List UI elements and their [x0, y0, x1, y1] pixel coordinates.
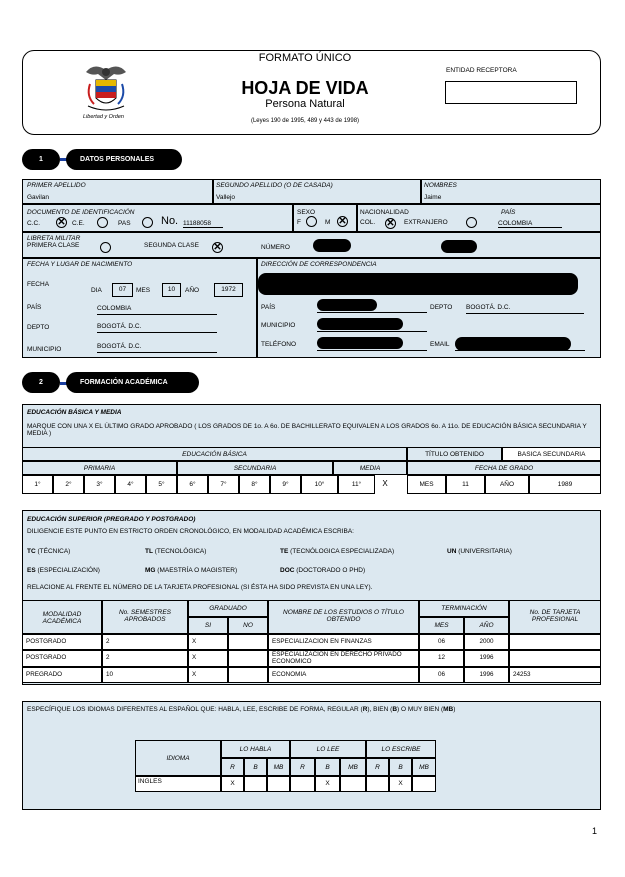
addr-country-field[interactable]: [317, 312, 427, 313]
sex-m-radio[interactable]: ✕: [338, 216, 347, 227]
section2-number-pill: [22, 372, 60, 393]
grade-cell[interactable]: 6°: [177, 475, 208, 494]
sex-label: SEXO: [297, 209, 316, 216]
first-class-radio[interactable]: [100, 242, 111, 253]
ce-radio[interactable]: [97, 217, 108, 228]
lang-col-idioma: IDIOMA: [135, 740, 221, 776]
addr-muni-label: MUNICIPIO: [261, 322, 296, 329]
grade-cell[interactable]: 10°: [301, 475, 338, 494]
names-value[interactable]: Jaime: [424, 194, 442, 201]
higher-mod-cell[interactable]: POSTGRADO: [22, 650, 102, 667]
section1-number-pill: [22, 149, 60, 170]
title-obtained-label: TÍTULO OBTENIDO: [407, 447, 502, 461]
relate-card-instr: RELACIONE AL FRENTE EL NÚMERO DE LA TARJETA PROFESIONAL (SI ÉSTA HA SIDO PREVISTA EN UNA LEY).: [27, 584, 373, 591]
code-mg: MG (MAESTRÍA O MAGISTER): [145, 567, 238, 574]
cc-radio[interactable]: ✕: [57, 217, 66, 228]
lang-mark-cell[interactable]: X: [389, 776, 412, 792]
higher-si-cell[interactable]: X: [188, 667, 228, 683]
foreign-radio[interactable]: [466, 217, 477, 228]
grade-cell[interactable]: 11°: [338, 475, 375, 494]
section1-title-pill: [66, 149, 182, 170]
redacted-block: [317, 337, 403, 349]
lang-subheader: MB: [340, 758, 366, 776]
higher-card-cell[interactable]: [509, 650, 601, 667]
lang-col-reads: LO LEE: [290, 740, 366, 758]
redacted-block: [317, 318, 403, 330]
grade-selected-mark: X: [382, 479, 388, 488]
second-class-radio[interactable]: ✕: [213, 242, 222, 253]
second-surname-label: SEGUNDO APELLIDO (O DE CASADA): [216, 182, 333, 189]
higher-si-cell[interactable]: X: [188, 634, 228, 650]
code-tc: TC (TÉCNICA): [27, 548, 71, 555]
addr-country-label: PAÍS: [261, 304, 276, 311]
birth-muni-label: MUNICIPIO: [27, 346, 62, 353]
birth-label: FECHA Y LUGAR DE NACIMIENTO: [27, 261, 133, 268]
id-number-value[interactable]: 11188058: [183, 220, 223, 228]
grad-date-header: FECHA DE GRADO: [407, 461, 601, 475]
lang-col-writes: LO ESCRIBE: [366, 740, 436, 758]
higher-mod-cell[interactable]: PREGRADO: [22, 667, 102, 683]
higher-no-cell[interactable]: [228, 634, 268, 650]
grad-year-value[interactable]: 1989: [529, 475, 601, 494]
divider: [292, 204, 294, 232]
pas-radio[interactable]: [142, 217, 153, 228]
year-label: AÑO: [185, 287, 200, 294]
col-no: NO: [228, 617, 268, 634]
higher-sem-cell[interactable]: 10: [102, 667, 188, 683]
lang-subheader: R: [290, 758, 315, 776]
lang-subheader: MB: [267, 758, 290, 776]
redacted-block: [441, 240, 477, 253]
foreign-label: EXTRANJERO: [404, 219, 448, 226]
grade-cell[interactable]: 3°: [84, 475, 115, 494]
id-no-label: No.: [161, 215, 179, 227]
higher-name-cell[interactable]: ECONOMIA: [268, 667, 419, 683]
address-label: DIRECCIÓN DE CORRESPONDENCIA: [261, 261, 377, 268]
redacted-block: [258, 273, 578, 295]
lang-subheader: MB: [412, 758, 436, 776]
divider: [420, 179, 422, 204]
year-value[interactable]: 1972: [214, 283, 243, 297]
col-mes: MES: [419, 617, 464, 634]
higher-no-cell[interactable]: [228, 667, 268, 683]
grade-cell[interactable]: 1°: [22, 475, 53, 494]
higher-sem-cell[interactable]: 2: [102, 650, 188, 667]
page-title: HOJA DE VIDA: [241, 78, 369, 98]
month-label: MES: [136, 287, 151, 294]
addr-depto-label: DEPTO: [430, 304, 453, 311]
section2-number: 2: [39, 379, 43, 386]
col-terminacion: TERMINACIÓN: [419, 600, 509, 617]
phone-field[interactable]: [317, 350, 427, 351]
higher-ano-cell[interactable]: 1996: [464, 650, 509, 667]
lang-mark-cell[interactable]: [244, 776, 267, 792]
first-surname-value[interactable]: Gavilan: [27, 194, 50, 201]
col-ano: AÑO: [464, 617, 509, 634]
higher-card-cell[interactable]: 24253: [509, 667, 601, 683]
code-doc: DOC (DOCTORADO O PHD): [280, 567, 366, 574]
country-value[interactable]: COLOMBIA: [498, 220, 562, 228]
higher-edu-title: EDUCACIÓN SUPERIOR (PREGRADO Y POSTGRADO): [27, 516, 196, 523]
second-class-label: SEGUNDA CLASE: [144, 242, 199, 249]
lang-subheader: R: [221, 758, 244, 776]
title-obtained-value[interactable]: BASICA SECUNDARIA: [502, 447, 601, 461]
redacted-block: [455, 337, 571, 351]
divider: [356, 204, 358, 232]
birth-date-label: FECHA: [27, 281, 50, 288]
lang-mark-cell[interactable]: [290, 776, 315, 792]
lang-subheader: B: [315, 758, 340, 776]
divider: [256, 258, 258, 358]
format-label: FORMATO ÚNICO: [258, 52, 352, 64]
laws-label: (Leyes 190 de 1995, 489 y 443 de 1998): [250, 118, 360, 124]
col-modalidad: MODALIDAD ACADÉMICA: [22, 600, 102, 634]
first-class-label: PRIMERA CLASE: [27, 242, 80, 249]
grad-month-label: MES: [407, 475, 446, 494]
divider: [212, 179, 214, 204]
grade-cell[interactable]: 2°: [53, 475, 84, 494]
sex-f-label: F: [297, 219, 301, 226]
second-surname-value[interactable]: Vallejo: [216, 194, 236, 201]
col-tarjeta: No. DE TARJETA PROFESIONAL: [509, 600, 601, 634]
section2-title-pill: [66, 372, 199, 393]
cc-label: C.C.: [27, 220, 40, 227]
day-value[interactable]: 07: [112, 283, 133, 297]
code-tl: TL (TECNOLÓGICA): [145, 548, 207, 555]
first-surname-label: PRIMER APELLIDO: [27, 182, 86, 189]
birth-country-label: PAÍS: [27, 304, 42, 311]
grad-month-value[interactable]: 11: [446, 475, 485, 494]
section2-title: FORMACIÓN ACADÉMICA: [80, 379, 168, 386]
higher-no-cell[interactable]: [228, 650, 268, 667]
redacted-block: [313, 239, 351, 252]
lang-subheader: B: [244, 758, 267, 776]
birth-muni-value[interactable]: BOGOTÁ. D.C.: [97, 343, 217, 353]
higher-mes-cell[interactable]: 12: [419, 650, 464, 667]
col-semestres: No. SEMESTRES APROBADOS: [102, 600, 188, 634]
military-number-label: NÚMERO: [261, 244, 290, 251]
lang-subheader: B: [389, 758, 412, 776]
lang-mark-cell[interactable]: [412, 776, 436, 792]
birth-depto-value[interactable]: BOGOTÁ. D.C.: [97, 323, 217, 333]
grad-year-label: AÑO: [485, 475, 529, 494]
higher-mes-cell[interactable]: 06: [419, 667, 464, 683]
birth-country-value[interactable]: COLOMBIA: [97, 305, 217, 315]
sex-m-label: M: [325, 219, 331, 226]
ce-label: C.E.: [72, 220, 85, 227]
sex-f-radio[interactable]: [306, 216, 317, 227]
lang-col-speaks: LO HABLA: [221, 740, 290, 758]
col-label: COL.: [360, 219, 376, 226]
lang-name[interactable]: INGLES: [135, 776, 221, 792]
lang-mark-cell[interactable]: X: [221, 776, 244, 792]
names-label: NOMBRES: [424, 182, 457, 189]
higher-mes-cell[interactable]: 06: [419, 634, 464, 650]
higher-si-cell[interactable]: X: [188, 650, 228, 667]
higher-mod-cell[interactable]: POSTGRADO: [22, 634, 102, 650]
grade-cell[interactable]: 4°: [115, 475, 146, 494]
primaria-header: PRIMARIA: [22, 461, 177, 475]
grade-cell[interactable]: 8°: [239, 475, 270, 494]
birth-depto-label: DEPTO: [27, 324, 50, 331]
id-label: DOCUMENTO DE IDENTIFICACIÓN: [27, 209, 135, 216]
grade-cell[interactable]: 9°: [270, 475, 301, 494]
code-te: TE (TECNÓLOGICA ESPECIALIZADA): [280, 548, 395, 555]
military-label: LIBRETA MILITAR: [27, 235, 81, 242]
col-si: SI: [188, 617, 228, 634]
email-label: EMAIL: [430, 341, 450, 348]
redacted-block: [317, 299, 377, 311]
basic-edu-instructions: MARQUE CON UNA X EL ÚLTIMO GRADO APROBADO ( LOS GRADOS DE 1o. A 6o. DE BACHILLERATO EQUIVALEN A LOS GRADOS 6o. A 11o. DE EDUCACIÓN BÁSICA SECUNDARIA Y MEDIA ): [27, 423, 587, 438]
nationality-label: NACIONALIDAD: [360, 209, 409, 216]
addr-depto-value[interactable]: BOGOTÁ. D.C.: [466, 304, 584, 314]
lang-instructions: ESPECÍFIQUE LOS IDIOMAS DIFERENTES AL ESPAÑOL QUE: HABLA, LEE, ESCRIBE DE FORMA, REGULAR (R), BIEN (B) O MUY BIEN (MB): [27, 706, 456, 713]
country-label: PAÍS: [501, 209, 516, 216]
col-graduado: GRADUADO: [188, 600, 268, 617]
section1-title: DATOS PERSONALES: [80, 156, 155, 163]
day-label: DIA: [91, 287, 102, 294]
addr-muni-field[interactable]: [317, 331, 427, 332]
col-radio[interactable]: ✕: [386, 218, 395, 229]
phone-label: TELÉFONO: [261, 341, 297, 348]
code-un: UN (UNIVERSITARIA): [447, 548, 512, 555]
seal-caption: Libertad y Orden: [83, 114, 124, 120]
code-es: ES (ESPECIALIZACIÓN): [27, 567, 100, 574]
lang-mark-cell[interactable]: [366, 776, 389, 792]
col-nombre: NOMBRE DE LOS ESTUDIOS O TÍTULO OBTENIDO: [268, 600, 419, 634]
higher-sem-cell[interactable]: 2: [102, 634, 188, 650]
grade-cell[interactable]: 7°: [208, 475, 239, 494]
higher-card-cell[interactable]: [509, 634, 601, 650]
higher-name-cell[interactable]: ESPECIALIZACION EN DERECHO PRIVADO ECONOMICO: [268, 650, 419, 667]
month-value[interactable]: 10: [162, 283, 181, 297]
lang-mark-cell[interactable]: [340, 776, 366, 792]
higher-edu-instructions: DILIGENCIE ESTE PUNTO EN ESTRICTO ORDEN CRONOLÓGICO, EN MODALIDAD ACADÉMICA ESCRIBA:: [27, 528, 354, 535]
pas-label: PAS: [118, 220, 131, 227]
page-subtitle: Persona Natural: [265, 98, 345, 110]
higher-ano-cell[interactable]: 2000: [464, 634, 509, 650]
entity-field[interactable]: [445, 81, 577, 104]
lang-mark-cell[interactable]: [267, 776, 290, 792]
higher-name-cell[interactable]: ESPECIALIZACION EN FINANZAS: [268, 634, 419, 650]
basic-edu-title: EDUCACIÓN BÁSICA Y MEDIA: [27, 409, 122, 416]
higher-ano-cell[interactable]: 1996: [464, 667, 509, 683]
secundaria-header: SECUNDARIA: [177, 461, 333, 475]
entity-label: ENTIDAD RECEPTORA: [446, 67, 517, 74]
lang-mark-cell[interactable]: X: [315, 776, 340, 792]
lang-subheader: R: [366, 758, 389, 776]
basic-edu-header: EDUCACIÓN BÁSICA: [22, 447, 407, 461]
grade-cell[interactable]: 5°: [146, 475, 177, 494]
page-number: 1: [592, 826, 598, 836]
section1-number: 1: [39, 156, 43, 163]
media-header: MEDIA: [333, 461, 407, 475]
